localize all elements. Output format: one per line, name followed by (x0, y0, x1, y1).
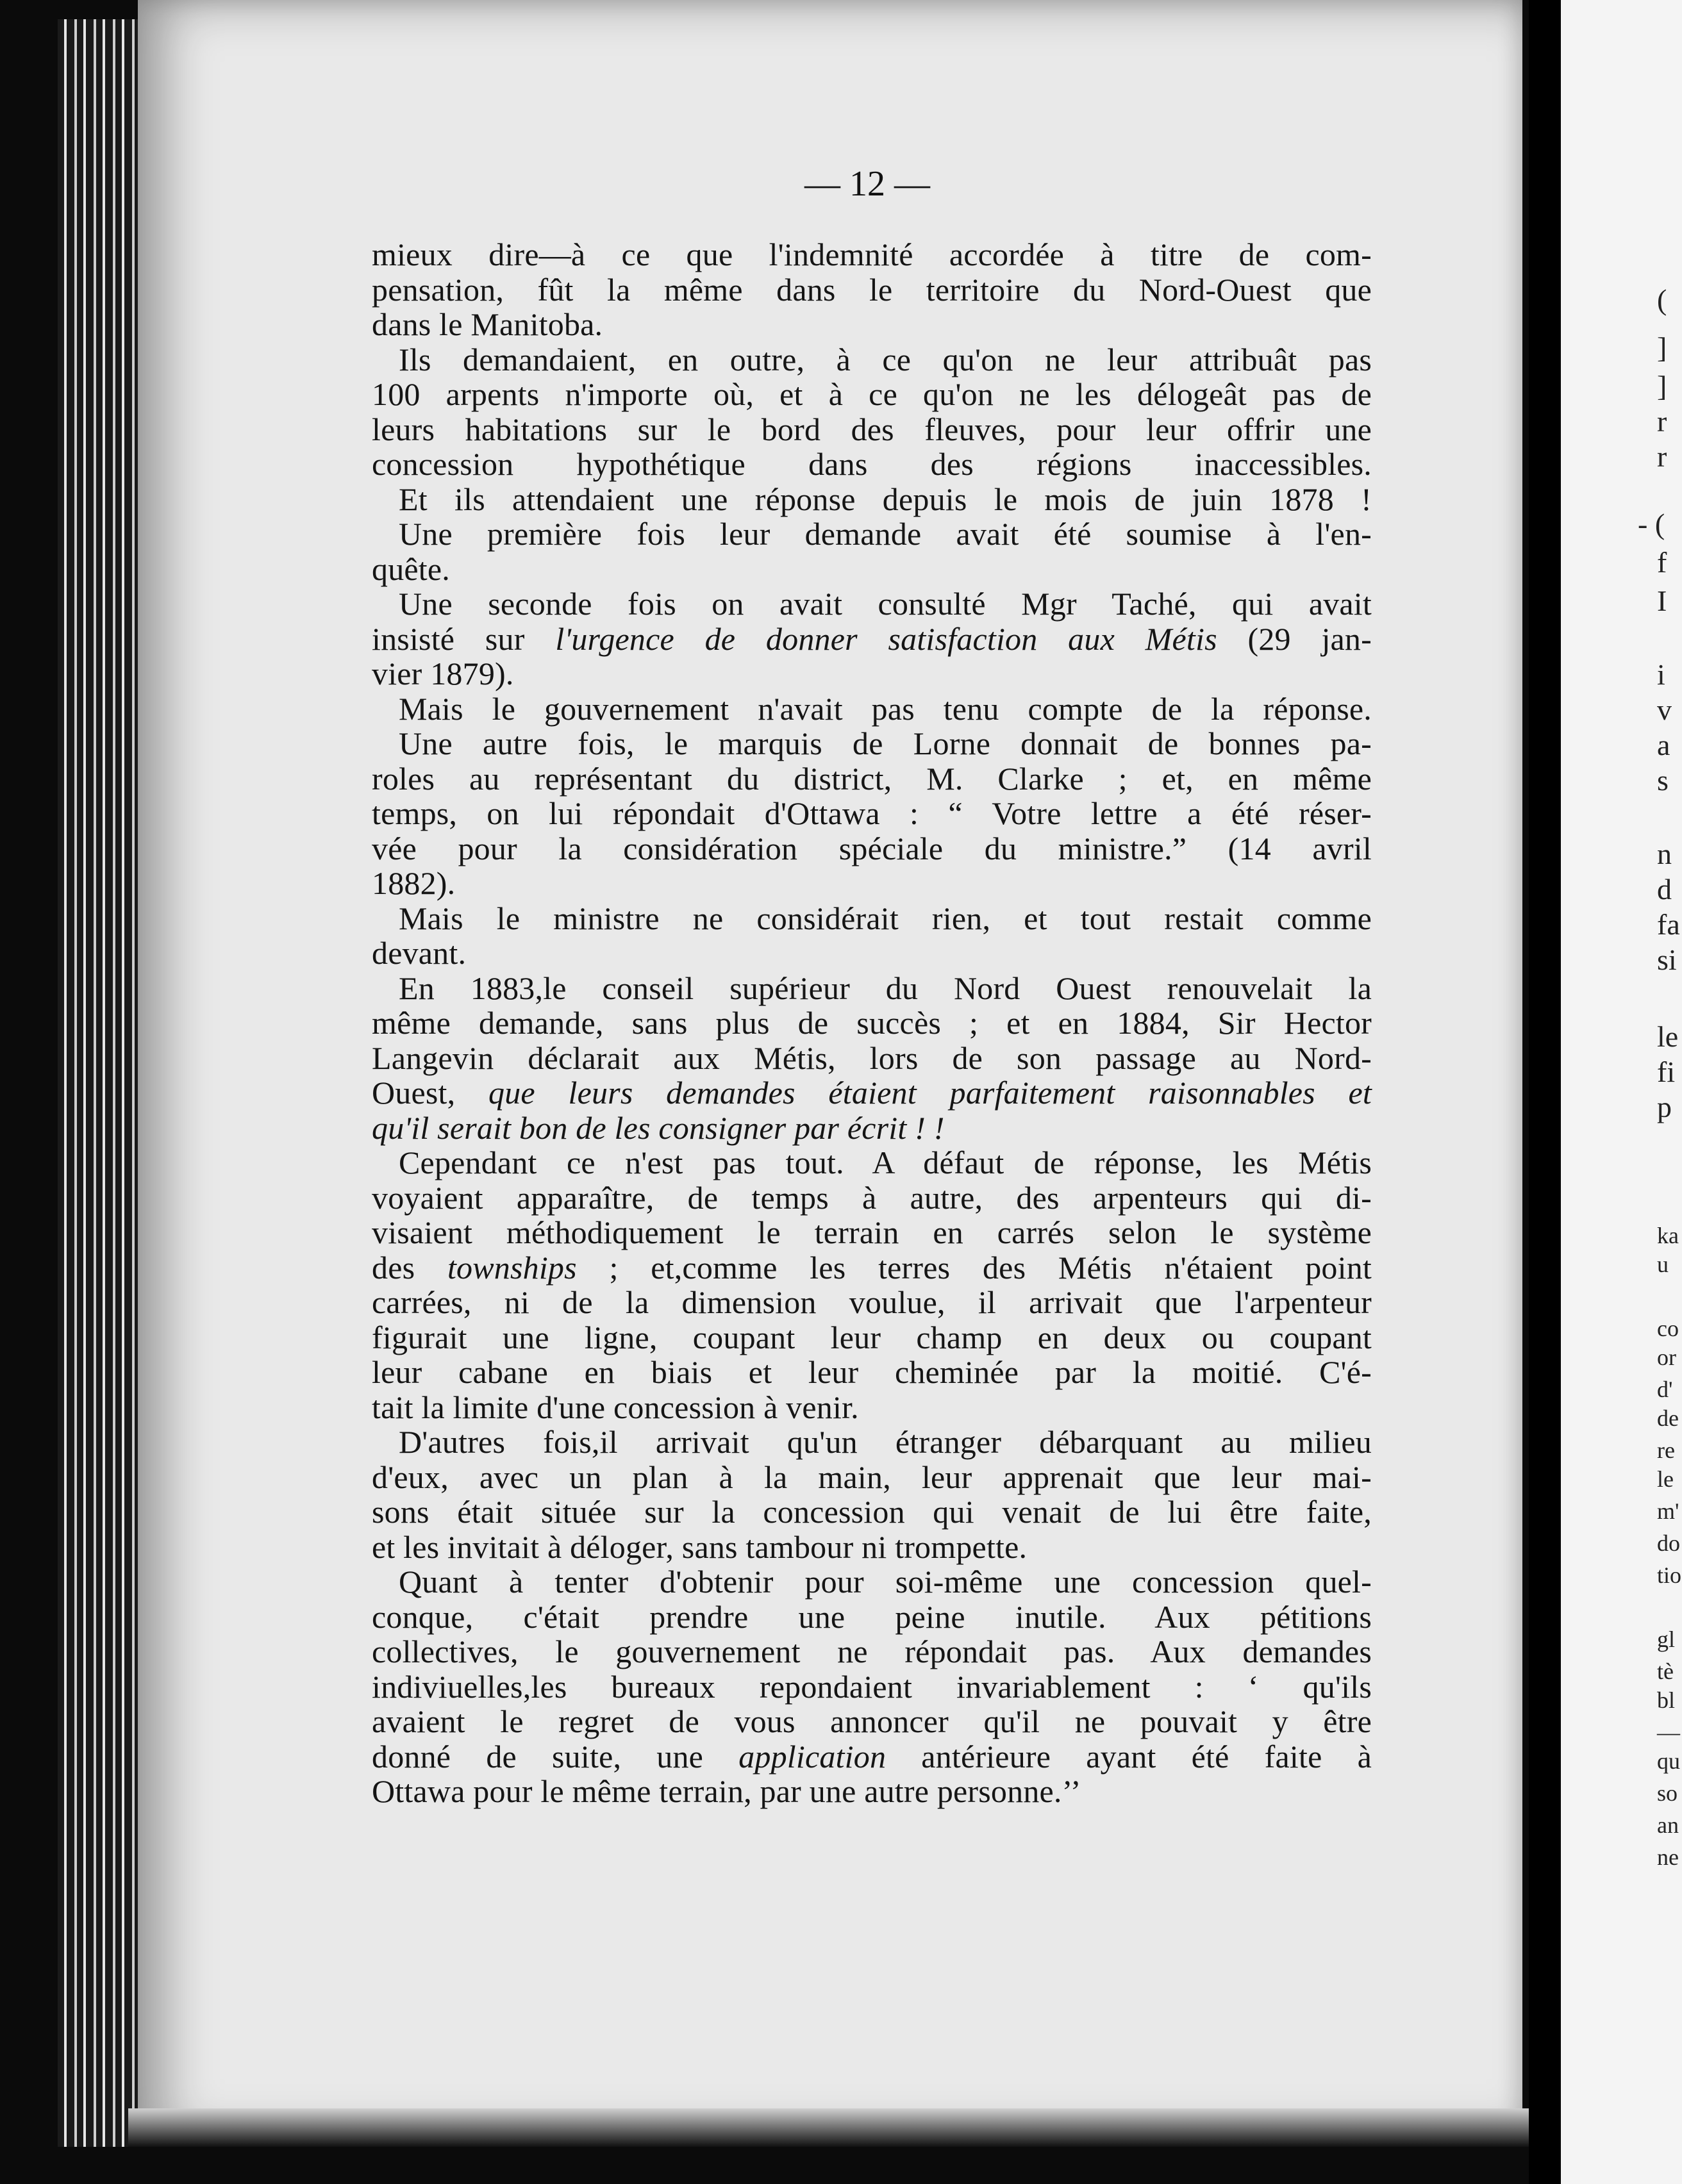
text-line: mieux dire—à ce que l'indemnité accordée à titre de com- (372, 236, 1372, 272)
adjacent-page-fragment: le (1657, 1466, 1674, 1492)
adjacent-page-fragment: u (1657, 1252, 1669, 1277)
text-line: Langevin déclarait aux Métis, lors de son passage au Nord- (372, 1039, 1372, 1076)
text-line: Quant à tenter d'obtenir pour soi-même une concession quel- (399, 1564, 1372, 1600)
text-run: ; et,comme les terres des Métis n'étaient point (576, 1249, 1372, 1286)
adjacent-page-fragment: v (1657, 693, 1672, 726)
text-line: pensation, fût la même dans le territoire du Nord-Ouest que (372, 271, 1372, 308)
text-line: carrées, ni de la dimension voulue, il arrivait que l'arpenteur (372, 1284, 1372, 1320)
text-line: Une première fois leur demande avait été soumise à l'en- (399, 516, 1372, 552)
adjacent-page-fragment: le (1657, 1020, 1679, 1053)
text-line: Une autre fois, le marquis de Lorne donnait de bonnes pa- (399, 725, 1372, 761)
text-line: 1882). (372, 865, 456, 901)
adjacent-page-fragment: a (1657, 729, 1670, 761)
adjacent-page-fragment: qu (1657, 1748, 1680, 1774)
adjacent-page-fragment: tè (1657, 1659, 1674, 1684)
text-line: Ottawa pour le même terrain, par une autre personne.’’ (372, 1773, 1081, 1809)
adjacent-page-fragment: n (1657, 838, 1672, 870)
text-line: Ils demandaient, en outre, à ce qu'on ne leur attribuât pas (399, 341, 1372, 377)
text-line: temps, on lui répondait d'Ottawa : “ Votre lettre a été réser- (372, 795, 1372, 831)
paragraph (372, 586, 1372, 691)
page-bottom-shadow (128, 2108, 1538, 2147)
adjacent-page-fragment: d (1657, 873, 1672, 906)
adjacent-page-fragment: ( (1657, 283, 1667, 316)
adjacent-page-fragment: an (1657, 1812, 1679, 1838)
text-line: leurs habitations sur le bord des fleuves, pour leur offrir une (372, 411, 1372, 447)
text-line: quête. (372, 550, 450, 587)
paragraph (372, 691, 1372, 727)
page-gutter (1529, 0, 1561, 2184)
adjacent-page-fragment: de (1657, 1405, 1679, 1431)
text-line: collectives, le gouvernement ne répondait pas. Aux demandes (372, 1634, 1372, 1669)
text-line: En 1883,le conseil supérieur du Nord Ouest renouvelait la (399, 970, 1372, 1006)
adjacent-page-fragment: do (1657, 1530, 1680, 1556)
paragraph (372, 1145, 1372, 1425)
text-line: roles au représentant du district, M. Clarke ; et, en même (372, 760, 1372, 797)
text-run: donné de suite, une (372, 1738, 739, 1774)
text-line (372, 622, 1372, 657)
adjacent-page-fragment: p (1657, 1091, 1672, 1123)
paragraph (372, 482, 1372, 517)
text-line: Cependant ce n'est pas tout. A défaut de réponse, les Métis (399, 1145, 1372, 1180)
adjacent-page-fragment: or (1657, 1344, 1676, 1370)
adjacent-page-fragment: i (1657, 658, 1665, 691)
adjacent-page-fragment: ] (1657, 370, 1667, 402)
page-number: — 12 — (804, 164, 930, 204)
adjacent-page-fragment: ] (1657, 331, 1667, 364)
text-line: Une seconde fois on avait consulté Mgr Taché, qui avait (399, 586, 1372, 622)
paragraph (372, 971, 1372, 1146)
adjacent-page-fragment: I (1657, 584, 1667, 617)
paragraph (372, 1564, 1372, 1809)
adjacent-page-fragment: r (1657, 440, 1667, 473)
text-line: sons était située sur la concession qui venait de lui être faite, (372, 1494, 1372, 1530)
text-run: antérieure ayant été faite à (886, 1738, 1372, 1774)
text-line: Mais le ministre ne considérait rien, et tout restait comme (399, 900, 1372, 936)
adjacent-page-fragment: so (1657, 1780, 1678, 1806)
adjacent-page-fragment: si (1657, 943, 1677, 976)
paragraph (372, 726, 1372, 901)
italic-phrase: application (738, 1738, 887, 1774)
text-run: (29 jan- (1217, 620, 1372, 657)
text-line (372, 1075, 1372, 1111)
text-line: figurait une ligne, coupant leur champ en deux ou coupant (372, 1319, 1372, 1355)
adjacent-page-fragment: fi (1657, 1055, 1676, 1088)
text-line: Et ils attendaient une réponse depuis le mois de juin 1878 ! (399, 481, 1372, 517)
adjacent-page-fragment: bl (1657, 1687, 1676, 1713)
text-run: Ouest, (372, 1075, 489, 1111)
body-text (372, 237, 1372, 1809)
adjacent-page-fragment: — (1657, 1719, 1680, 1745)
adjacent-page-fragment: ne (1657, 1844, 1679, 1870)
text-line: et les invitait à déloger, sans tambour ni trompette. (372, 1528, 1028, 1565)
italic-phrase: que leurs demandes étaient parfaitement raisonnables et (488, 1075, 1372, 1111)
text-line: 100 arpents n'importe où, et à ce qu'on ne les délogeât pas de (372, 376, 1372, 412)
paragraph (372, 342, 1372, 482)
text-line: devant. (372, 935, 467, 971)
text-line (372, 1250, 1372, 1286)
text-line: Mais le gouvernement n'avait pas tenu compte de la réponse. (399, 690, 1372, 727)
italic-phrase: l'urgence de donner satisfaction aux Métis (555, 620, 1217, 657)
text-line: d'eux, avec un plan à la main, leur apprenait que leur mai- (372, 1459, 1372, 1495)
paragraph (372, 1425, 1372, 1564)
adjacent-page-fragment: d' (1657, 1377, 1673, 1402)
adjacent-page-fragment: tio (1657, 1562, 1682, 1588)
adjacent-page-fragment: f (1657, 546, 1667, 579)
adjacent-page-fragment: r (1657, 405, 1667, 438)
adjacent-page-fragment: m' (1657, 1498, 1679, 1524)
adjacent-page-edge (1561, 0, 1682, 2184)
adjacent-page-fragment: - ( (1638, 508, 1665, 540)
adjacent-page-fragment: fa (1657, 908, 1680, 941)
text-line: leur cabane en biais et leur cheminée par la moitié. C'é- (372, 1354, 1372, 1390)
text-line (372, 1111, 1372, 1146)
text-line: indiviuelles,les bureaux repondaient invariablement : ‘ qu'ils (372, 1668, 1372, 1705)
italic-phrase: qu'il serait bon de les consigner par écrit ! ! (372, 1109, 945, 1146)
text-line: avaient le regret de vous annoncer qu'il ne pouvait y être (372, 1703, 1372, 1739)
adjacent-page-fragment: re (1657, 1437, 1675, 1463)
book-edge (58, 19, 141, 2147)
text-line: même demande, sans plus de succès ; et en 1884, Sir Hector (372, 1005, 1372, 1041)
text-line: dans le Manitoba. (372, 306, 603, 342)
text-line: voyaient apparaître, de temps à autre, des arpenteurs qui di- (372, 1179, 1372, 1216)
text-line: vée pour la considération spéciale du ministre.” (14 avril (372, 830, 1372, 866)
paragraph (372, 237, 1372, 342)
adjacent-page-fragment: ka (1657, 1223, 1679, 1248)
adjacent-page-fragment: co (1657, 1316, 1679, 1341)
paragraph (372, 901, 1372, 971)
text-run: des (372, 1249, 447, 1286)
text-line: conque, c'était prendre une peine inutile. Aux pétitions (372, 1598, 1372, 1635)
italic-phrase: townships (447, 1249, 577, 1286)
adjacent-page-fragment: gl (1657, 1626, 1676, 1652)
text-line: D'autres fois,il arrivait qu'un étranger débarquant au milieu (399, 1424, 1372, 1460)
adjacent-page-fragment: s (1657, 764, 1669, 797)
text-line: tait la limite d'une concession à venir. (372, 1389, 859, 1425)
text-line: vier 1879). (372, 656, 514, 691)
text-run: insisté sur (372, 620, 556, 657)
paragraph (372, 517, 1372, 586)
text-line: concession hypothétique dans des régions inaccessibles. (372, 446, 1372, 482)
text-line: visaient méthodiquement le terrain en carrés selon le système (372, 1214, 1372, 1250)
text-line (372, 1739, 1372, 1774)
